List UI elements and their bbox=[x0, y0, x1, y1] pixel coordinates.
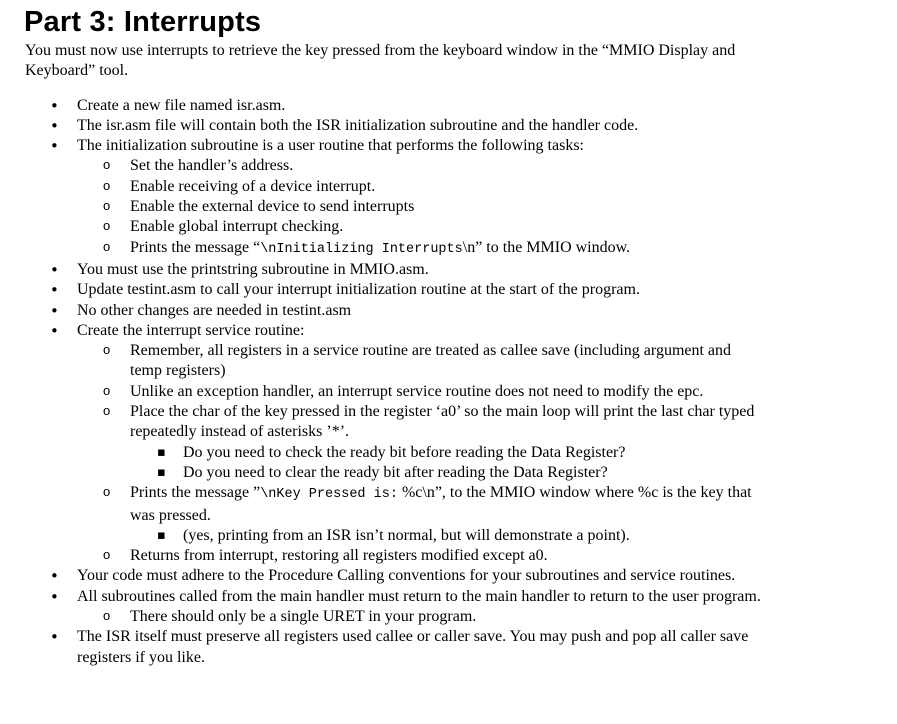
list-item-calling-conventions bbox=[24, 566, 767, 586]
subitem-callee-save bbox=[77, 341, 767, 382]
subitem-print-key-message bbox=[77, 483, 767, 546]
list-item-text: %c\n”, to the MMIO window where %c is the key that was pressed. bbox=[130, 484, 752, 524]
list-item-text: You must use the printstring subroutine in MMIO.asm. bbox=[77, 260, 429, 278]
code-snippet: \nKey Pressed is: bbox=[260, 487, 398, 503]
list-item-text: The isr.asm file will contain both the ISR initialization subroutine and the handler code. bbox=[77, 116, 639, 134]
subitem-enable-external-device bbox=[77, 197, 767, 217]
subitem-set-handler bbox=[77, 156, 767, 176]
list-item-text: Enable the external device to send interrupts bbox=[130, 198, 415, 216]
subitem-single-uret bbox=[77, 607, 767, 627]
code-snippet: \nInitializing Interrupts bbox=[260, 241, 463, 257]
list-item-text: No other changes are needed in testint.asm bbox=[77, 301, 352, 319]
ready-bit-question-list bbox=[130, 443, 767, 484]
list-item-text: Returns from interrupt, restoring all registers modified except a0. bbox=[130, 547, 548, 565]
subitem-enable-device-interrupt bbox=[77, 177, 767, 197]
task-list bbox=[24, 96, 897, 668]
list-item-no-other-changes bbox=[24, 301, 767, 321]
list-item-text: All subroutines called from the main handler must return to the main handler to return to the user program. bbox=[77, 587, 761, 605]
uret-note-list bbox=[77, 607, 767, 627]
subitem-place-char bbox=[77, 402, 767, 483]
list-item-printstring bbox=[24, 260, 767, 280]
list-item-text: Do you need to clear the ready bit after reading the Data Register? bbox=[183, 463, 608, 481]
list-item-text: Prints the message “ bbox=[130, 238, 261, 256]
list-item-isr-file-contents bbox=[24, 116, 767, 136]
subitem-print-init-message bbox=[77, 238, 767, 260]
list-item-text: The initialization subroutine is a user routine that performs the following tasks: bbox=[77, 137, 584, 155]
print-note-list bbox=[130, 526, 767, 546]
list-item-init-subroutine bbox=[24, 136, 767, 260]
list-item-text: Update testint.asm to call your interrupt initialization routine at the start of the program. bbox=[77, 281, 640, 299]
list-item-text: Enable receiving of a device interrupt. bbox=[130, 177, 376, 195]
list-item-create-isr bbox=[24, 321, 767, 567]
list-item-text: Create a new file named isr.asm. bbox=[77, 96, 286, 114]
list-item-subroutines-return bbox=[24, 587, 767, 628]
list-item-text: Create the interrupt service routine: bbox=[77, 321, 305, 339]
list-item-preserve-registers bbox=[24, 627, 767, 668]
list-item-text: Enable global interrupt checking. bbox=[130, 218, 344, 236]
list-item-text: There should only be a single URET in your program. bbox=[130, 608, 477, 626]
init-subtask-list bbox=[77, 156, 767, 259]
subitem-return-from-interrupt bbox=[77, 546, 767, 566]
list-item-text: (yes, printing from an ISR isn’t normal, but will demonstrate a point). bbox=[183, 526, 630, 544]
list-item-text: \n” to the MMIO window. bbox=[462, 238, 631, 256]
list-item-text: Your code must adhere to the Procedure Calling conventions for your subroutines and service routines. bbox=[77, 567, 736, 585]
list-item-text: Do you need to check the ready bit before reading the Data Register? bbox=[183, 443, 626, 461]
list-item-update-testint bbox=[24, 280, 767, 300]
list-item-text: Remember, all registers in a service routine are treated as callee save (including argument and temp registers) bbox=[130, 342, 732, 380]
subsubitem-clear-ready-bit bbox=[130, 463, 767, 483]
list-item-text: Set the handler’s address. bbox=[130, 157, 294, 175]
list-item-text: The ISR itself must preserve all registers used callee or caller save. You may push and pop all caller save registers if you like. bbox=[77, 628, 749, 666]
list-item-text: Place the char of the key pressed in the register ‘a0’ so the main loop will print the last char typed repeatedly instead of asterisks ’*’. bbox=[130, 403, 755, 441]
subsubitem-check-ready-bit bbox=[130, 443, 767, 463]
page-title: Part 3: Interrupts bbox=[24, 6, 262, 38]
list-item-text: Prints the message ” bbox=[130, 484, 261, 502]
subitem-epc bbox=[77, 382, 767, 402]
subsubitem-isr-print-note bbox=[130, 526, 767, 546]
intro-paragraph: You must now use interrupts to retrieve the key pressed from the keyboard window in the “MMIO Display and Keyboard” tool. bbox=[25, 42, 736, 80]
list-item-text: Unlike an exception handler, an interrupt service routine does not need to modify the epc. bbox=[130, 382, 704, 400]
isr-subtask-list bbox=[77, 341, 767, 566]
subitem-enable-global bbox=[77, 217, 767, 237]
list-item-create-file bbox=[24, 96, 767, 116]
